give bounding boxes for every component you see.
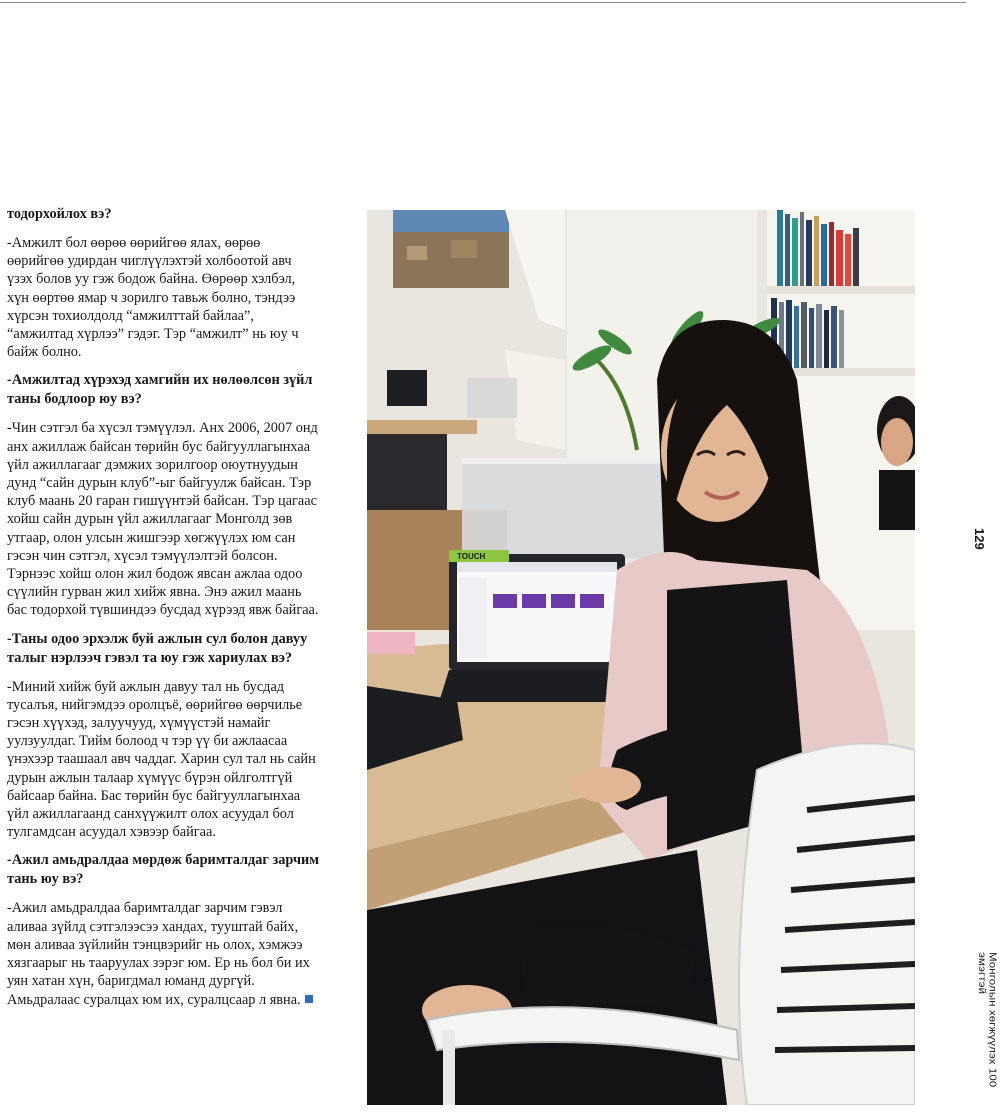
answer-4 [7,899,319,1008]
end-mark-icon [305,995,313,1003]
running-title: Монголын хөгжүүлэх 100 эмэгтэй [976,952,998,1088]
answer-1: -Амжилт бол өөрөө өөрийгөө ялах, өөрөө өөрийгөө удирдан чиглүүлэхтэй холбоотой авч үзэх болов уу гэж бодож байна. Өөрөөр хэлбэл, хүн өөртөө ямар ч зорилго тавьж болно, тэндээ хүрсэн тохиолдолд “амжилттай байлаа”, “амжилтад хүрлээ” гэдэг. Тэр “амжилт” нь юу ч байж болно. [7,235,299,361]
top-rule [0,2,966,3]
article-column [7,205,319,1019]
question-4: -Ажил амьдралдаа мөрдөж баримталдаг зарчим тань юу вэ? [7,852,319,888]
answer-4-text: -Ажил амьдралдаа баримталдаг зарчим гэвэл аливаа зүйлд сэтгэлээсээ хандах, тууштай байх, мөн аливаа зүйлийн тэнцвэрийг нь олох, хэмжээ хязгаарыг нь тааруулах зэрэг юм. Ер нь бол би их уян хатан хүн, баригдмал юманд дургүй. Амьдралаас суралцах юм их, суралцсаар л явна. [7,900,310,1008]
answer-2: -Чин сэтгэл ба хүсэл тэмүүлэл. Анх 2006, 2007 онд анх ажиллаж байсан төрийн бус байгууллагынхаа үйл ажиллагааг дэмжих зорилгоор оюутнуудын дунд “сайн дурын клуб”-ыг байгуулж байсан. Тэр клуб маань 20 гаран гишүүнтэй байсан. Тэр цагаас хойш сайн дурын үйл ажиллагааг Монголд зөв утгаар, олон улсын жишгээр хөгжүүлэх юм сан гэсэн чин сэтгэл, хүсэл тэмүүлэлтэй болсон. Тэрнээс хойш олон жил бодож явсан ажлаа одоо сүүлийн гурван жил хийж явна. Энэ ажил маань бас тодорхой түвшиндээ бусдад хүрээд явж байгаа. [7,420,319,619]
question-2: -Амжилтад хүрэхэд хамгийн их нөлөөлсөн зүйл таны бодлоор юу вэ? [7,372,313,408]
laptop-brand-label: TOUCH [457,552,486,561]
laptop [439,550,637,702]
page-number: 129 [972,528,987,550]
answer-3: -Миний хийж буй ажлын давуу тал нь бусдад тусалъя, нийгэмдээ оролцъё, өөрийгөө өөрчилье гэсэн хүүхэд, залуучууд, хүмүүстэй намайг уулзуулдаг. Тийм болоод ч тэр үү би ажлаасаа үнэхээр таашаал авч чаддаг. Харин сул тал нь сайн дурын ажлын талаар хүмүүс бүрэн ойлголтгүй байсаар байна. Бас төрийн бус байгууллагынхаа үйл ажиллагаанд санхүүжилт олох асуудал бол тулгамдсан асуудал хэвээр байгаа. [7,678,316,841]
sticky-notes [367,632,415,654]
question-3: -Таны одоо эрхэлж буй ажлын сул болон давуу талыг нэрлээч гэвэл та юу гэж хариулах вэ? [7,630,308,666]
question-tail: тодорхойлох вэ? [7,206,112,222]
portrait-photo [367,210,915,1105]
office-portrait-illustration [367,210,915,1105]
city-picture [393,210,509,288]
